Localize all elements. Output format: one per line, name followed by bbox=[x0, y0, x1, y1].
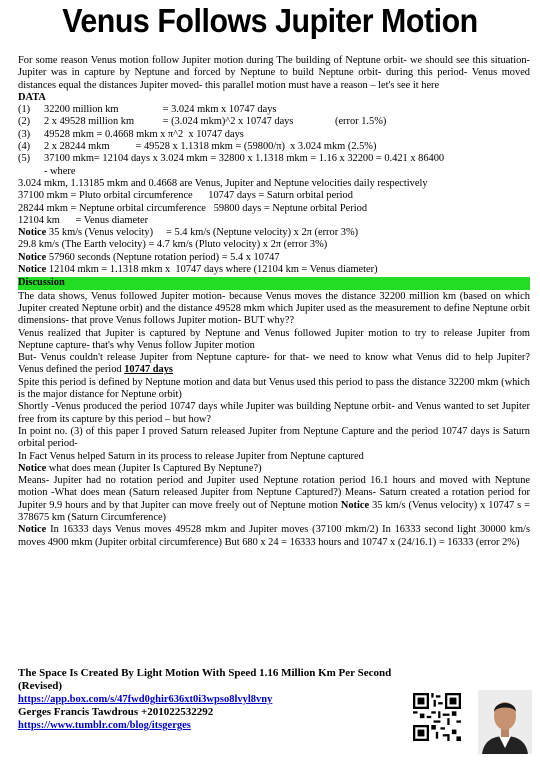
where-note: - where bbox=[44, 165, 76, 177]
discussion-paragraph bbox=[18, 463, 530, 475]
note-line bbox=[18, 252, 530, 264]
qr-code-icon bbox=[413, 693, 461, 741]
definitions-list bbox=[18, 178, 530, 227]
page-title: Venus Follows Jupiter Motion bbox=[62, 2, 478, 39]
footer bbox=[18, 667, 418, 732]
notice-label: Notice bbox=[340, 499, 370, 511]
row-text: 32200 million km = 3.024 mkm x 10747 days bbox=[44, 104, 277, 116]
note-text: 57960 seconds (Neptune rotation period) = 5.4 x 10747 bbox=[46, 251, 280, 263]
data-row bbox=[18, 141, 530, 153]
data-row bbox=[18, 153, 530, 165]
notice-label: Notice bbox=[18, 524, 47, 536]
author-photo bbox=[478, 690, 532, 754]
box-link[interactable]: https://app.box.com/s/47fwd0ghir636xt0i3wpso8lvyl8vny bbox=[18, 694, 273, 705]
notes-list bbox=[18, 227, 530, 276]
note-line bbox=[18, 239, 530, 251]
discussion-paragraph: Shortly -Venus produced the period 10747 days while Jupiter was building Neptune orbit- and Venus wanted to set Jupiter free from its capture by this period – but how? bbox=[18, 401, 530, 425]
paragraph-text: what does mean (Jupiter Is Captured By Neptune?) bbox=[46, 462, 262, 474]
data-row bbox=[18, 116, 530, 128]
paragraph-text: In 16333 days Venus moves 49528 mkm and Jupiter moves (37100 mkm/2) In 16333 second light 30000 km/s moves 4900 mkm (Jupiter orbital circumference) But 680 x 24 = 16333 hours and 10747 x (24/16.1) = 16333 (error 2%) bbox=[18, 524, 530, 548]
intro-paragraph: For some reason Venus motion follow Jupiter motion during The building of Neptune orbit- we should see this situation- Jupiter was in capture by Neptune and forced by Neptune to build Neptune orbit- during this period- Venus moved distances equal the distances Jupiter moved- this parallel motion must have a reason – let's see it here bbox=[18, 55, 530, 91]
discussion-heading: Discussion bbox=[18, 277, 530, 289]
note-line bbox=[18, 264, 530, 276]
definition-line: 37100 mkm = Pluto orbital circumference 10747 days = Saturn orbital period bbox=[18, 190, 353, 202]
row-number: (2) bbox=[18, 116, 31, 128]
discussion-paragraph: In Fact Venus helped Saturn in its process to release Jupiter from Neptune captured bbox=[18, 450, 364, 462]
definition-line: 3.024 mkm, 1.13185 mkm and 0.4668 are Venus, Jupiter and Neptune velocities daily respectively bbox=[18, 177, 428, 189]
discussion-paragraph bbox=[18, 524, 530, 549]
paragraph-text: 35 km/s (Venus velocity) x 10747 s = 378675 km (Saturn Circumference) bbox=[18, 499, 530, 523]
row-number: (5) bbox=[18, 153, 31, 165]
row-number: (4) bbox=[18, 141, 31, 153]
tumblr-link[interactable]: https://www.tumblr.com/blog/itsgerges bbox=[18, 720, 191, 731]
discussion-paragraph bbox=[18, 475, 530, 524]
discussion-paragraph bbox=[18, 352, 530, 377]
row-number: (3) bbox=[18, 128, 31, 140]
notice-label: Notice bbox=[18, 251, 47, 263]
note-text: 12104 mkm = 1.1318 mkm x 10747 days where (12104 km = Venus diameter) bbox=[46, 264, 378, 276]
row-text: 2 x 28244 mkm = 49528 x 1.1318 mkm = (59800/π) x 3.024 mkm (2.5%) bbox=[44, 141, 377, 153]
author-line: Gerges Francis Tawdrous +201022532292 bbox=[18, 706, 214, 718]
data-row bbox=[18, 104, 530, 116]
definition-line: 12104 km = Venus diameter bbox=[18, 214, 149, 226]
row-text: 2 x 49528 million km = (3.024 mkm)^2 x 10747 days (error 1.5%) bbox=[44, 116, 387, 128]
paragraph-text: Means- Jupiter had no rotation period and Jupiter used Neptune rotation period 16.1 hours and moved with Neptune motion -What does mean (Saturn released Jupiter from Neptune Captured?) Means- Saturn created a rotation period for Jupiter 9.9 hours and by that Jupiter can move freely out of Neptune motion bbox=[18, 475, 530, 511]
discussion-paragraph: Venus realized that Jupiter is captured by Neptune and Venus followed Jupiter motion to try to release Jupiter from Neptune capture- that's why Venus follow Jupiter motion bbox=[18, 327, 530, 351]
footer-title: The Space Is Created By Light Motion With Speed 1.16 Million Km Per Second (Revised) bbox=[18, 667, 392, 692]
notice-label: Notice bbox=[18, 264, 47, 276]
note-text: 29.8 km/s (The Earth velocity) = 4.7 km/s (Pluto velocity) x 2π (error 3%) bbox=[18, 239, 328, 251]
row-text: 37100 mkm= 12104 days x 3.024 mkm = 32800 x 1.1318 mkm = 1.16 x 32200 = 0.421 x 86400 bbox=[44, 153, 445, 165]
discussion-paragraph: The data shows, Venus followed Jupiter motion- because Venus moves the distance 32200 million km (based on which Jupiter created Neptune orbit) and the distance 49528 mkm which Jupiter used as the measurement to define Neptune orbit dimensions- that prove Venus follows Jupiter motion- BUT why?? bbox=[18, 290, 530, 327]
definition-line: 28244 mkm = Neptune orbital circumference 59800 days = Neptune orbital Period bbox=[18, 202, 368, 214]
data-list bbox=[18, 104, 530, 165]
row-text: 49528 mkm = 0.4668 mkm x π^2 x 10747 days bbox=[44, 128, 244, 140]
data-row bbox=[18, 129, 530, 141]
note-line bbox=[18, 227, 530, 239]
row-number: (1) bbox=[18, 104, 31, 116]
document-body bbox=[18, 55, 530, 549]
notice-label: Notice bbox=[18, 462, 47, 474]
discussion-paragraph: Spite this period is defined by Neptune motion and data but Venus used this period to pass the distance 32200 mkm (which is the major distance for Neptune orbit) bbox=[18, 376, 530, 401]
data-heading: DATA bbox=[18, 91, 46, 103]
notice-label: Notice bbox=[18, 227, 47, 239]
highlight-period: 10747 days bbox=[124, 364, 173, 376]
note-text: 35 km/s (Venus velocity) = 5.4 km/s (Neptune velocity) x 2π (error 3%) bbox=[46, 227, 359, 239]
paragraph-text: But- Venus couldn't release Jupiter from Neptune capture- for that- we need to know what Venus did to help Jupiter? Venus defined the period bbox=[18, 352, 530, 376]
discussion-paragraph: In point no. (3) of this paper I proved Saturn released Jupiter from Neptune Capture and the period 10747 days is Saturn orbital period- bbox=[18, 425, 530, 450]
